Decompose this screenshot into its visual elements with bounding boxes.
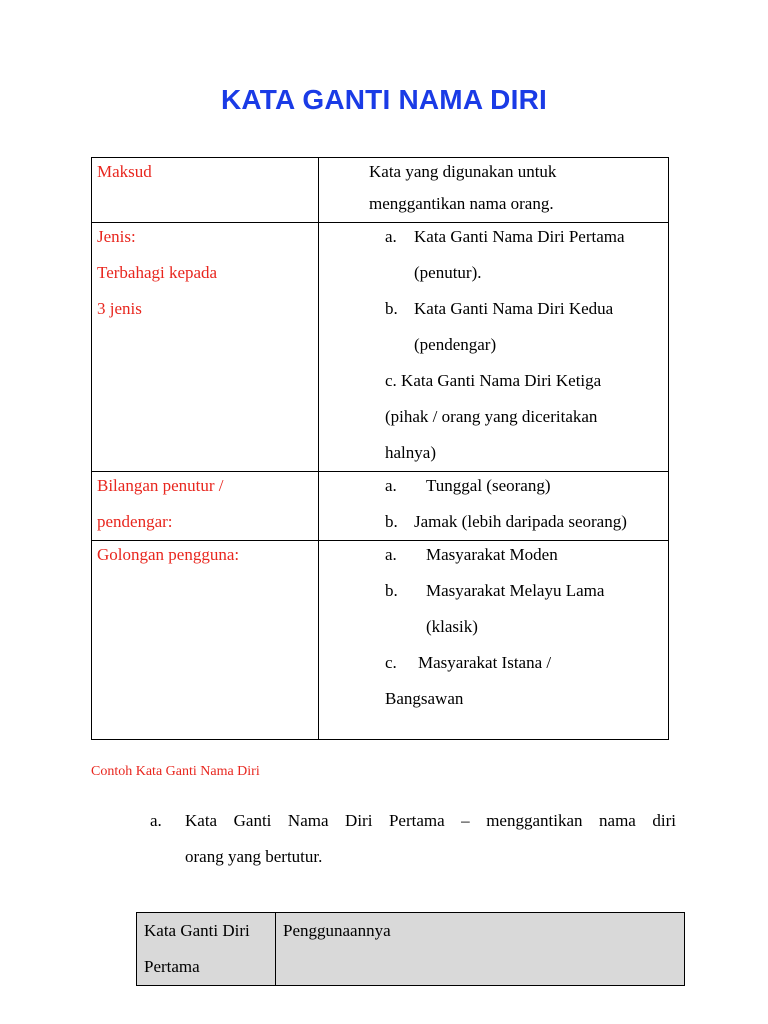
label-text: Golongan pengguna: [97, 545, 240, 564]
list-marker: b. [385, 581, 398, 600]
header-text: Penggunaannya [283, 921, 391, 940]
table-row-maksud [92, 158, 669, 223]
table-row-bilangan [92, 472, 669, 541]
paragraph-marker: a. [150, 811, 162, 830]
row-content-golongan [319, 541, 669, 740]
list-item-text: Kata Ganti Nama Diri Pertama [414, 227, 625, 246]
label-text: 3 jenis [97, 299, 142, 318]
label-text: Jenis: [97, 227, 136, 246]
label-text: Bilangan penutur / [97, 476, 224, 495]
column-header-kata-ganti [137, 913, 276, 986]
paragraph-text: Kata Ganti Nama Diri Pertama – menggantikan nama diri [185, 811, 676, 830]
row-label-golongan [92, 541, 319, 740]
table-row-jenis [92, 223, 669, 472]
list-item [385, 291, 664, 327]
list-item [385, 468, 664, 504]
list-item-text: Masyarakat Istana / [418, 653, 552, 672]
content-line: Kata yang digunakan untuk [369, 162, 557, 181]
list-item [385, 219, 664, 255]
list-item-continuation: (klasik) [426, 617, 478, 636]
list-item-text: Kata Ganti Nama Diri Ketiga [401, 371, 602, 390]
definition-table [91, 157, 669, 740]
row-content-maksud [319, 158, 669, 223]
header-text: Pertama [144, 957, 200, 976]
list-item [385, 504, 664, 540]
list-item [385, 363, 664, 399]
paragraph-line [150, 803, 678, 839]
paragraph-line: orang yang bertutur. [185, 847, 323, 866]
list-marker: a. [385, 227, 397, 246]
list-marker: c. [385, 371, 397, 390]
row-content-bilangan [319, 472, 669, 541]
header-text: Kata Ganti Diri [144, 921, 250, 940]
list-marker: a. [385, 545, 397, 564]
list-marker: c. [385, 653, 397, 672]
row-label-maksud [92, 158, 319, 223]
list-item-text: Kata Ganti Nama Diri Kedua [414, 299, 614, 318]
list-item [385, 645, 664, 681]
list-item-text: Jamak (lebih daripada seorang) [414, 512, 627, 531]
list-marker: a. [385, 476, 397, 495]
table-header-row [137, 913, 685, 986]
list-marker: b. [385, 512, 398, 531]
label-text: Maksud [97, 162, 152, 181]
list-item-continuation: halnya) [385, 443, 436, 462]
column-header-penggunaan [276, 913, 685, 986]
list-item-text: Masyarakat Melayu Lama [426, 581, 605, 600]
list-item-text: Tunggal (seorang) [426, 476, 551, 495]
table-row-golongan [92, 541, 669, 740]
list-item-continuation: (pendengar) [414, 335, 497, 354]
list-item-continuation: Bangsawan [385, 689, 464, 708]
list-item-continuation: (penutur). [414, 263, 482, 282]
row-label-jenis [92, 223, 319, 472]
list-marker: b. [385, 299, 398, 318]
row-label-bilangan [92, 472, 319, 541]
section-heading: Contoh Kata Ganti Nama Diri [91, 764, 260, 779]
list-item-continuation: (pihak / orang yang diceritakan [385, 407, 598, 426]
list-item [385, 537, 664, 573]
page-title: KATA GANTI NAMA DIRI [221, 84, 547, 115]
list-item [385, 573, 664, 609]
row-content-jenis [319, 223, 669, 472]
content-line: menggantikan nama orang. [369, 194, 554, 213]
list-item-text: Masyarakat Moden [426, 545, 558, 564]
label-text: pendengar: [97, 512, 173, 531]
example-paragraph [150, 803, 678, 875]
example-table [136, 912, 685, 986]
label-text: Terbahagi kepada [97, 263, 218, 282]
